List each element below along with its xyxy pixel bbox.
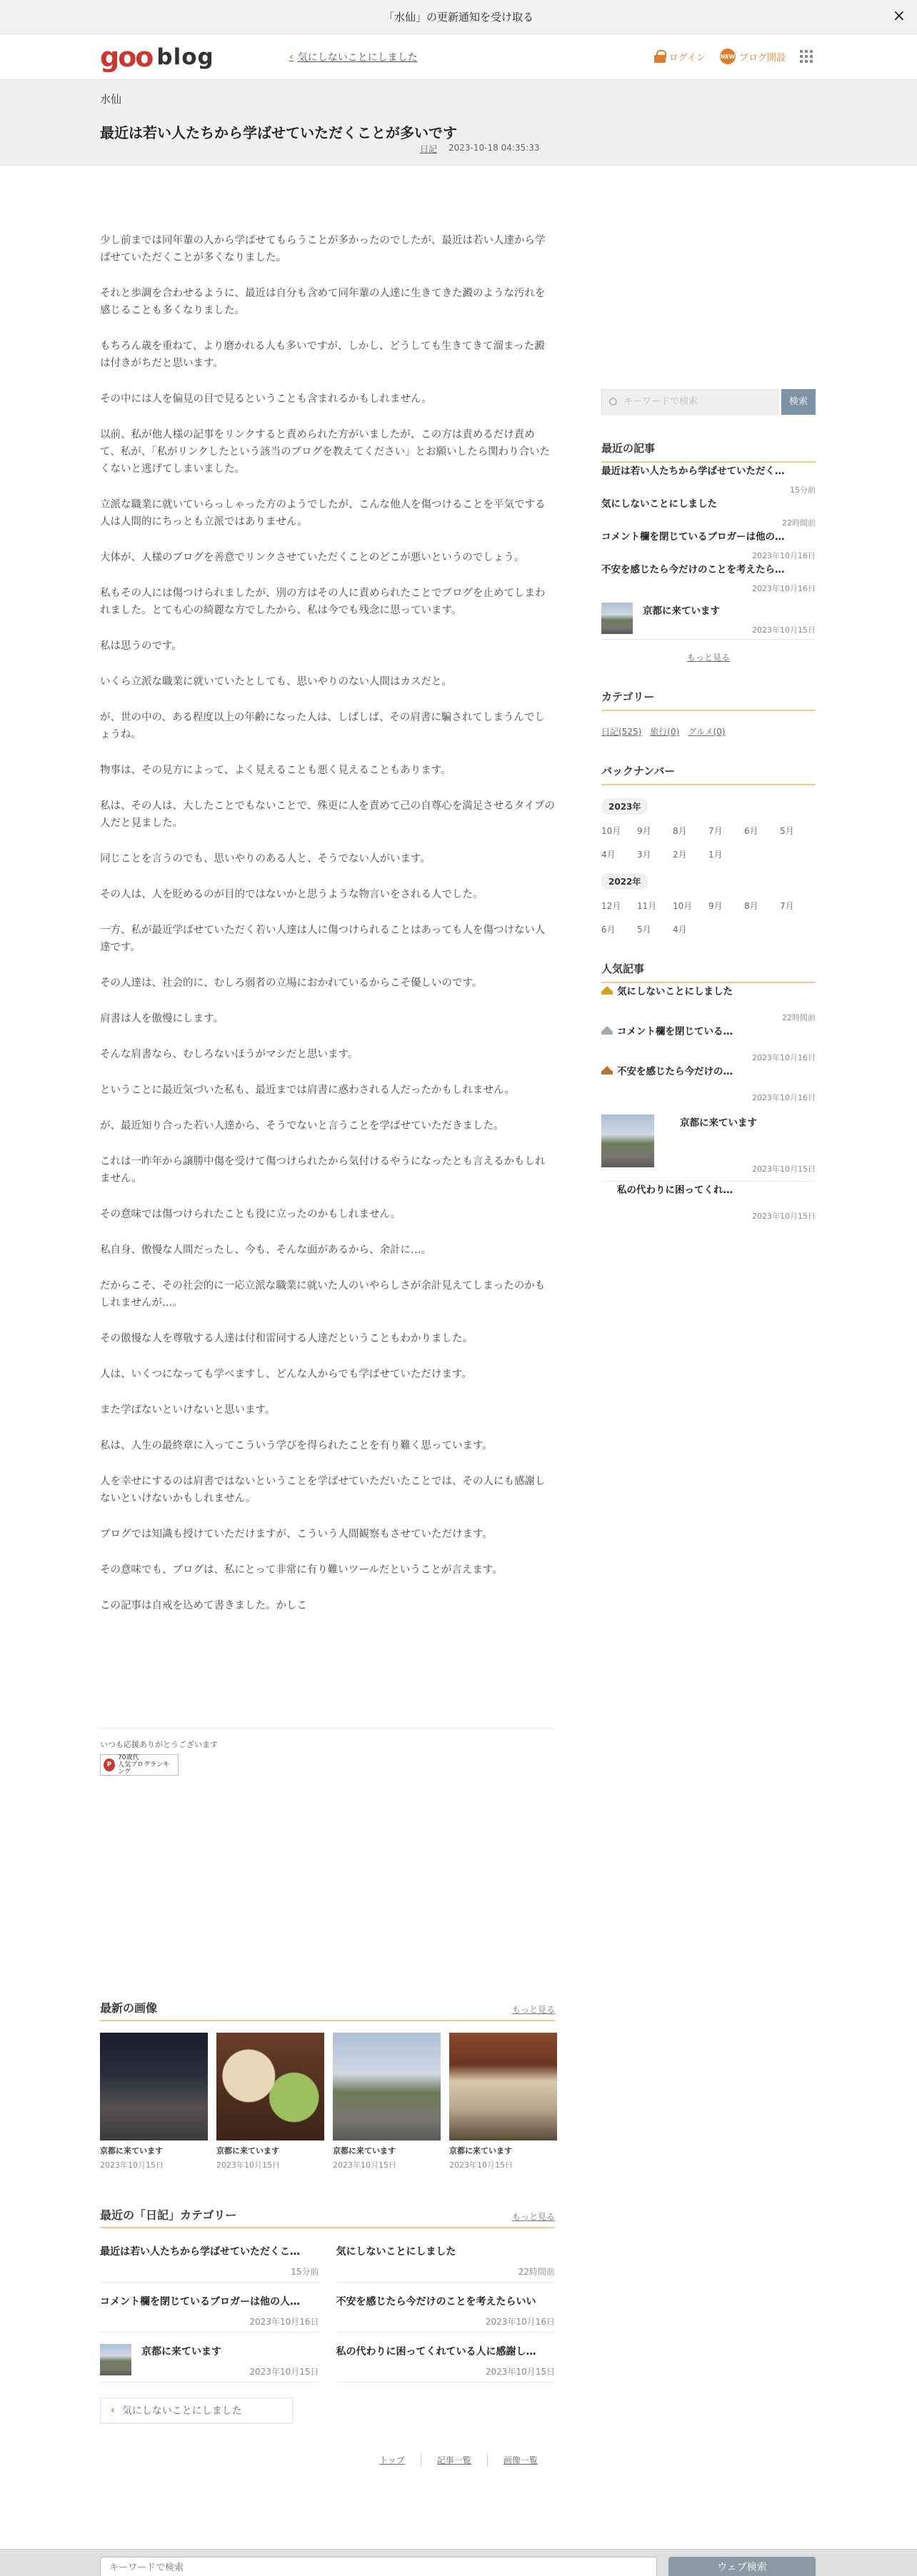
backnumber-month-link[interactable]: 9月 [708, 901, 723, 911]
article-body [100, 232, 555, 1633]
article-paragraph: その傲慢な人を尊敬する人達は付和雷同する人達だということもわかりました。 [100, 1333, 473, 1344]
backnumber-year: 2023年 [601, 798, 648, 815]
category-heading: カテゴリー [601, 689, 816, 711]
popular-post-title: 不安を感じたら今だけの… [617, 1066, 733, 1077]
sidebar-recent-item-body [643, 603, 816, 636]
article-paragraph: 私自身、傲慢な人間だったし、今も、そんな面があるから、余計に…。 [100, 1244, 431, 1256]
latest-images-section [100, 1999, 555, 2170]
category-box [601, 689, 816, 738]
latest-image-date: 2023年10月15日 [449, 2160, 513, 2170]
article-paragraph: また学ばないといけないと思います。 [100, 1404, 276, 1416]
popular-post-title: 私の代わりに困ってくれ… [617, 1184, 733, 1196]
backnumber-month-link[interactable]: 3月 [637, 850, 651, 860]
search-icon [609, 398, 617, 406]
goo-blog-logo[interactable] [100, 41, 214, 73]
article-paragraph: が、世の中の、ある程度以上の年齢になった人は、しばしば、その肩書に騙されてしまうんでしょうね。 [100, 712, 545, 740]
recent-category-item-time: 2023年10月16日 [249, 2317, 319, 2327]
sidebar-recent-item[interactable] [601, 561, 816, 594]
bottom-search-bar [0, 2549, 917, 2576]
article-paragraph: 以前、私が他人様の記事をリンクすると責められた方がいましたが、この方は責めるだけ責めて、私が、「私がリンクしたという該当のブログを教えてください」とお願いしたら関わり合いたくないと逃げてしまいました。 [100, 429, 551, 475]
sidebar-recent-item-time: 15分前 [790, 485, 816, 495]
backnumber-months [601, 825, 816, 860]
chevron-left-icon: ‹ [111, 2405, 115, 2416]
article-paragraph: もちろん歳を重ねて、より磨かれる人も多いですが、しかし、どうしても生きてきて溜まった澱は付きがちだと思います。 [100, 341, 545, 369]
latest-image-thumbnail [333, 2033, 441, 2140]
popular-post-thumbnail [601, 1115, 654, 1167]
article-paragraph: だからこそ、その社会的に一応立派な職業に就いた人のいやらしさが余計見えてしまったのかもしれませんが…。 [100, 1280, 546, 1309]
sidebar-recent-item-time: 22時間前 [782, 518, 816, 528]
backnumber-month-link[interactable]: 9月 [637, 826, 651, 836]
footer-link-articles[interactable]: 記事一覧 [421, 2454, 487, 2466]
recent-posts-box [601, 441, 816, 663]
popular-post-title: 京都に来ています [680, 1117, 757, 1129]
start-blog-label: ブログ開設 [738, 52, 786, 64]
recent-category-item-title: 気にしないことにしました [336, 2246, 456, 2258]
recent-category-item-time: 2023年10月16日 [485, 2317, 555, 2327]
article-paragraph: が、最近知り合った若い人達から、そうでないと言うことを学ばせていただきました。 [100, 1120, 504, 1132]
sidebar-recent-item[interactable] [601, 463, 816, 495]
article-paragraph: その意味では傷つけられたことも役に立ったのかもしれません。 [100, 1209, 401, 1220]
latest-image-caption: 京都に来ています [333, 2146, 396, 2155]
popular-post-item[interactable] [601, 983, 816, 1023]
backnumber-month-link[interactable]: 5月 [780, 826, 794, 836]
footer-link-top[interactable]: トップ [379, 2455, 405, 2465]
article-paragraph: 大体が、人様のブログを善意でリンクさせていただくことのどこが悪いというのでしょう。 [100, 552, 525, 563]
chevron-left-icon: ‹ [289, 51, 294, 63]
sidebar-search-placeholder: キーワードで検索 [623, 396, 698, 407]
sidebar-recent-item-title: 不安を感じたら今だけのことを考えたら… [601, 564, 785, 575]
page-title: 最近は若い人たちから学ばせていただくことが多いです [100, 124, 457, 141]
sidebar-recent-item-title: 京都に来ています [643, 605, 720, 617]
ranking-line1: 70歳代 [118, 1754, 139, 1761]
recent-category-item-title: 最近は若い人たちから学ばせていただくこ… [100, 2246, 300, 2258]
latest-images-heading: 最新の画像 [100, 2001, 158, 2015]
backnumber-month-link[interactable]: 6月 [744, 826, 758, 836]
support-thanks-text: いつも応援ありがとうございます [100, 1740, 218, 1749]
popular-post-item[interactable] [601, 1103, 816, 1182]
logo-goo: goo [100, 41, 153, 73]
crown-icon [601, 1066, 613, 1075]
backnumber-month-link[interactable]: 2月 [673, 850, 687, 860]
recent-category-item[interactable] [100, 2233, 319, 2283]
sidebar-recent-item-time: 2023年10月15日 [752, 625, 816, 635]
category-link-gourmet[interactable]: グルメ(0) [688, 727, 726, 737]
popular-post-time: 2023年10月15日 [752, 1164, 816, 1174]
recent-category-item-time: 22時間前 [518, 2267, 555, 2277]
category-link-diary[interactable]: 日記(525) [601, 727, 642, 737]
backnumber-month-link[interactable]: 7月 [780, 901, 794, 911]
popular-posts-box [601, 961, 816, 1222]
article-paragraph: この記事は自戒を込めて書きました。かしこ [100, 1600, 307, 1611]
sidebar [601, 389, 816, 1222]
recent-category-heading: 最近の「日記」カテゴリー [100, 2208, 237, 2222]
latest-image-caption: 京都に来ています [449, 2146, 512, 2155]
sidebar-recent-item[interactable] [601, 594, 816, 640]
post-title-area [0, 80, 917, 166]
post-datetime: 2023-10-18 04:35:33 [449, 143, 540, 153]
popular-post-title-row [601, 983, 816, 997]
sidebar-recent-item-time: 2023年10月16日 [752, 584, 816, 593]
popular-post-title: 気にしないことにしました [617, 986, 733, 997]
new-badge-icon: NEW [720, 49, 736, 64]
article-paragraph: ブログでは知識も授けていただけますが、こういう人間観察もさせていただけます。 [100, 1529, 493, 1540]
article-paragraph: 人を幸せにするのは肩書ではないということを学ばせていただいたことでは、その人にも感謝しないといけないかもしれません。 [100, 1476, 546, 1504]
popular-post-title: コメント欄を閉じている… [617, 1026, 733, 1037]
latest-image-thumbnail [216, 2033, 324, 2140]
popular-post-title-row [601, 1023, 816, 1037]
crown-icon [601, 1026, 613, 1035]
recent-category-section [100, 2206, 555, 2383]
recent-category-item[interactable] [336, 2233, 556, 2283]
latest-image-caption: 京都に来ています [100, 2146, 163, 2155]
article-paragraph: 人は、いくつになっても学べますし、どんな人からでも学ばせていただけます。 [100, 1369, 472, 1380]
article-paragraph: 物事は、その見方によって、よく見えることも悪く見えることもあります。 [100, 765, 451, 776]
latest-image-card[interactable] [333, 2033, 441, 2170]
article-paragraph: その人は、人を貶めるのが目的ではないかと思うような物言いをされる人でした。 [100, 889, 483, 900]
backnumber-month-link[interactable]: 10月 [601, 826, 621, 836]
logo-blog: blog [156, 44, 214, 70]
recent-category-item-title: 京都に来ています [141, 2346, 221, 2358]
web-search-input[interactable] [100, 2557, 657, 2576]
back-link-label: 気にしないことにしました [121, 2405, 242, 2417]
popular-post-time: 22時間前 [782, 1013, 816, 1022]
backnumber-month-link[interactable]: 12月 [601, 901, 621, 911]
login-label: ログイン [668, 52, 706, 64]
popular-posts-heading: 人気記事 [601, 961, 816, 983]
post-category-link[interactable]: 日記 [420, 144, 438, 154]
popular-post-title-row [601, 1063, 816, 1077]
menu-grid-icon[interactable] [800, 50, 813, 63]
blog-ranking-badge[interactable] [100, 1754, 179, 1776]
article-paragraph: その人達は、社会的に、むしろ弱者の立場におかれているからこそ優しいのです。 [100, 977, 483, 989]
recent-category-item-body [141, 2344, 319, 2378]
crown-icon [601, 986, 613, 995]
sidebar-recent-item-title: 最近は若い人たちから学ばせていただく… [601, 466, 785, 477]
popular-post-time: 2023年10月15日 [752, 1212, 816, 1221]
article-paragraph: その中には人を偏見の目で見るということも含まれるかもしれません。 [100, 393, 432, 405]
backnumber-months [601, 900, 816, 935]
popular-post-time: 2023年10月16日 [752, 1093, 816, 1102]
sidebar-recent-item-title: コメント欄を閉じているブロガーは他の… [601, 531, 785, 543]
login-button[interactable] [654, 50, 706, 64]
article-paragraph: 同じことを言うのでも、思いやりのある人と、そうでない人がいます。 [100, 853, 431, 865]
sidebar-search [601, 389, 816, 415]
popular-post-body [680, 1115, 816, 1178]
backnumber-month-link[interactable]: 7月 [708, 826, 723, 836]
popular-post-title-row [601, 1182, 816, 1196]
recent-category-item[interactable] [336, 2333, 556, 2383]
latest-images-more-link[interactable]: もっと見る [511, 2005, 555, 2015]
latest-image-card[interactable] [100, 2033, 208, 2170]
backnumber-month-link[interactable]: 5月 [637, 925, 651, 935]
article-paragraph: 少し前までは同年輩の人から学ばせてもらうことが多かったのでしたが、最近は若い人達から学ばせていただくことが多くなりました。 [100, 235, 546, 263]
article-paragraph: これは一昨年から譲勝中傷を受けて傷つけられたから気付けるやうになったとも言えるかもしれません。 [100, 1156, 546, 1184]
latest-image-date: 2023年10月15日 [100, 2160, 164, 2170]
backnumber-year: 2022年 [601, 873, 648, 890]
prev-article-link[interactable] [289, 50, 418, 64]
article-paragraph: ということに最近気づいた私も、最近までは肩書に惑わされる人だったかもしれません。 [100, 1085, 515, 1096]
popular-post-item[interactable] [601, 1182, 816, 1222]
sidebar-recent-item[interactable] [601, 495, 816, 528]
article-paragraph: その意味でも、ブログは、私にとって非常に有り難いツールだということが言えます。 [100, 1564, 503, 1576]
backnumber-month-link[interactable]: 10月 [673, 901, 693, 911]
backnumber-heading: バックナンバー [601, 763, 816, 785]
recent-category-item-title: 私の代わりに困ってくれている人に感謝し… [336, 2346, 536, 2358]
article-paragraph: 私は、その人は、大したことでもないことで、殊更に人を責めて己の自尊心を満足させるタイプの人だと見ました。 [100, 800, 555, 829]
article-paragraph: 私は、人生の最終章に入ってこういう学びを得られたことを有り難く思っています。 [100, 1440, 493, 1451]
article-paragraph: それと歩調を合わせるように、最近は自分も含めて同年輩の人達に生きてきた澱のような汚れを感じることも多くなりました。 [100, 288, 546, 316]
article-paragraph: 一方、私が最近学ばせていただく若い人達は人に傷つけられることはあっても人を傷つけない人達です。 [100, 925, 546, 953]
sidebar-search-button[interactable]: 検索 [781, 389, 816, 415]
recent-category-item-title: コメント欄を閉じているブロガーは他の人… [100, 2296, 300, 2308]
recent-category-more-link[interactable]: もっと見る [511, 2212, 555, 2222]
sidebar-search-input[interactable] [601, 389, 778, 415]
sidebar-recent-item-time: 2023年10月16日 [752, 551, 816, 560]
popular-post-item[interactable] [601, 1063, 816, 1103]
article-paragraph: いくら立派な職業に就いていたとしても、思いやりのない人間はカスだと。 [100, 676, 452, 688]
backnumber-month-link[interactable]: 1月 [708, 850, 723, 860]
backnumber-month-link[interactable]: 6月 [601, 925, 616, 935]
latest-image-thumbnail [449, 2033, 557, 2140]
ranking-logo-icon: P [104, 1759, 115, 1771]
recent-posts-heading: 最近の記事 [601, 441, 816, 463]
recent-category-item-title: 不安を感じたら今だけのことを考えたらいい [336, 2296, 536, 2308]
ranking-banner-area [100, 1728, 555, 1776]
sidebar-recent-item[interactable] [601, 528, 816, 561]
site-header [0, 34, 917, 80]
popular-post-item[interactable] [601, 1023, 816, 1063]
recent-category-item-time: 2023年10月15日 [249, 2367, 319, 2377]
recent-posts-more-link[interactable]: もっと見る [686, 653, 730, 663]
latest-image-date: 2023年10月15日 [216, 2160, 280, 2170]
category-link-travel[interactable]: 旅行(0) [650, 727, 680, 737]
update-notify-text[interactable]: 「水仙」の更新通知を受け取る [383, 11, 533, 24]
backnumber-box [601, 763, 816, 935]
latest-image-card[interactable] [216, 2033, 324, 2170]
prev-article-label: 気にしないことにしました [297, 52, 418, 64]
backnumber-month-link[interactable]: 8月 [673, 826, 687, 836]
recent-category-item[interactable] [336, 2283, 556, 2333]
latest-image-date: 2023年10月15日 [333, 2160, 396, 2170]
backnumber-month-link[interactable]: 4月 [601, 850, 616, 860]
latest-image-caption: 京都に来ています [216, 2146, 279, 2155]
start-blog-button[interactable] [720, 49, 786, 64]
lock-icon [654, 50, 666, 63]
blog-name[interactable]: 水仙 [100, 93, 122, 106]
backnumber-month-link[interactable]: 4月 [673, 925, 687, 935]
recent-category-item[interactable] [100, 2333, 319, 2383]
back-to-prev-article-button[interactable] [100, 2398, 293, 2423]
footer-link-images[interactable]: 画像一覧 [487, 2454, 553, 2466]
web-search-button[interactable]: ウェブ検索 [668, 2557, 816, 2576]
backnumber-month-link[interactable]: 8月 [744, 901, 758, 911]
latest-image-card[interactable] [449, 2033, 557, 2170]
recent-category-thumbnail [100, 2344, 131, 2375]
update-notify-bar[interactable] [0, 0, 917, 34]
recent-category-item-time: 15分前 [291, 2267, 319, 2277]
backnumber-month-link[interactable]: 11月 [637, 901, 657, 911]
article-paragraph: 私は思うのです。 [100, 640, 182, 652]
sidebar-recent-item-title: 気にしないことにしました [601, 498, 717, 510]
latest-image-thumbnail [100, 2033, 208, 2140]
recent-category-item-time: 2023年10月15日 [485, 2367, 555, 2377]
article-paragraph: 私もその人には傷つけられましたが、別の方はその人に責められたことでブログを止めてしまわれました。とても心の綺麗な方でしたから、私は今でも残念に思っています。 [100, 588, 546, 616]
close-icon[interactable]: × [892, 7, 906, 25]
popular-post-time: 2023年10月16日 [752, 1053, 816, 1062]
sidebar-recent-thumbnail [601, 603, 633, 634]
recent-category-item[interactable] [100, 2283, 319, 2333]
ranking-line2: 人気ブログランキング [118, 1761, 170, 1776]
article-paragraph: 肩書は人を傲慢にします。 [100, 1013, 224, 1025]
article-paragraph: 立派な職業に就いていらっしゃった方のようでしたが、こんな他人を傷つけることを平気でする人は人間的にちっとも立派ではありません。 [100, 499, 546, 528]
article-paragraph: そんな肩書なら、むしろないほうがマシだと思います。 [100, 1049, 359, 1060]
footer-links [0, 2454, 917, 2466]
